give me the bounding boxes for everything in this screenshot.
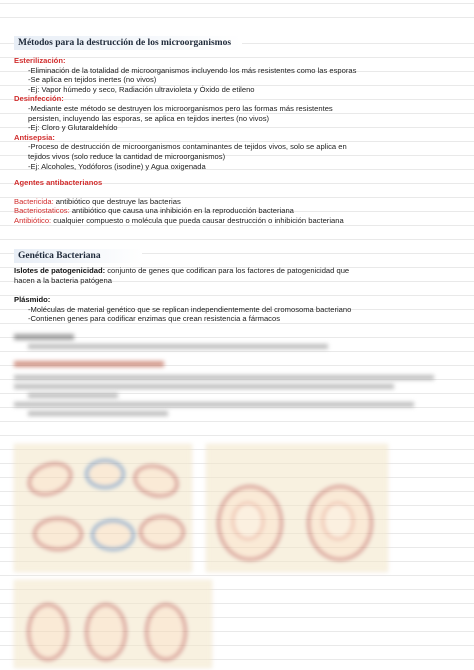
transformation-figure [206,444,388,572]
esterilizacion-line: -Ej: Vapor húmedo y seco, Radiación ultravioleta y Óxido de etileno [28,84,255,94]
antibacteriano-item [14,197,460,207]
antibacteriano-item [14,216,460,226]
desinfeccion-line: -Mediante este método se destruyen los microorganismos pero las formas más resistentes [28,103,333,113]
bacteria-cell-shape [85,603,127,661]
esterilizacion-label: Esterilización: [14,56,66,65]
islotes-line [14,266,460,276]
bacteria-cell-shape [91,519,135,551]
plasmido-line: -Moléculas de material genético que se replican independientemente del cromosoma bacteriano [28,304,352,314]
antibacteriano-term: Bacteriostaticos: [14,206,70,216]
islotes-text: conjunto de genes que codifican para los factores de patogenicidad que [105,266,350,275]
antisepsia-line: tejidos vivos (solo reduce la cantidad de microorganismos) [28,151,226,161]
plasmido-line: -Contienen genes para codificar enzimas que crean resistencia a fármacos [28,314,280,324]
desinfeccion-line: -Ej: Cloro y Glutaraldehído [28,123,118,133]
antibacteriano-term: Bactericida: [14,196,54,206]
bacteria-cell-shape [27,603,69,661]
antibacteriano-text: cualquier compuesto o molécula que pueda causar destrucción o inhibición bacteriana [51,215,344,225]
antisepsia-line: -Ej: Alcoholes, Yodóforos (isodine) y Agua oxigenada [28,161,206,171]
esterilizacion-line: -Eliminación de la totalidad de microorganismos incluyendo los más resistentes como las esporas [28,65,357,75]
antisepsia-line: -Proceso de destrucción de microorganismos contaminantes de tejidos vivos, solo se aplica en [28,142,347,152]
antibacterianos-heading: Agentes antibacterianos [14,178,103,187]
islotes-block [14,266,460,285]
esterilizacion-line: -Se aplica en tejidos inertes (no vivos) [28,75,157,85]
plasmido-term: Plásmido: [14,295,51,304]
bacteria-cell-shape [33,517,83,551]
chromosome-shape [232,502,264,540]
chromosome-shape [322,502,354,540]
desinfeccion-label: Desinfección: [14,94,64,104]
bacteria-cell-shape [23,456,77,502]
bacteria-cell-shape [307,485,373,561]
bacteria-cell-shape [139,515,185,549]
islotes-term: Islotes de patogenicidad: [14,266,106,275]
antibacterianos-block [14,178,460,225]
antibacteriano-text: antibiótico que causa una inhibición en la reproducción bacteriana [69,206,294,216]
blurred-text-region [14,334,460,416]
esterilizacion-block [14,56,460,171]
plasmido-block [14,295,460,324]
section-title-genetica: Genética Bacteriana [14,249,142,263]
bacteria-cell-shape [217,485,283,561]
antibacteriano-item [14,206,460,216]
islotes-line2: hacen a la bacteria patógena [14,275,112,285]
antisepsia-label: Antisepsia: [14,132,55,142]
section-title-metodos: Métodos para la destrucción de los microorganismos [14,36,242,50]
antibacteriano-term: Antibiótico: [14,215,52,225]
antibacteriano-text: antibiótico que destruye las bacterias [53,196,181,206]
desinfeccion-line: persisten, incluyendo las esporas, se aplica en tejidos inertes (no vivos) [28,113,270,123]
bacteria-cell-shape [85,459,125,489]
conjugation-figure [14,444,192,572]
transduction-figure [14,580,212,668]
bacteria-cell-shape [130,460,183,503]
bacteria-cell-shape [145,603,187,661]
